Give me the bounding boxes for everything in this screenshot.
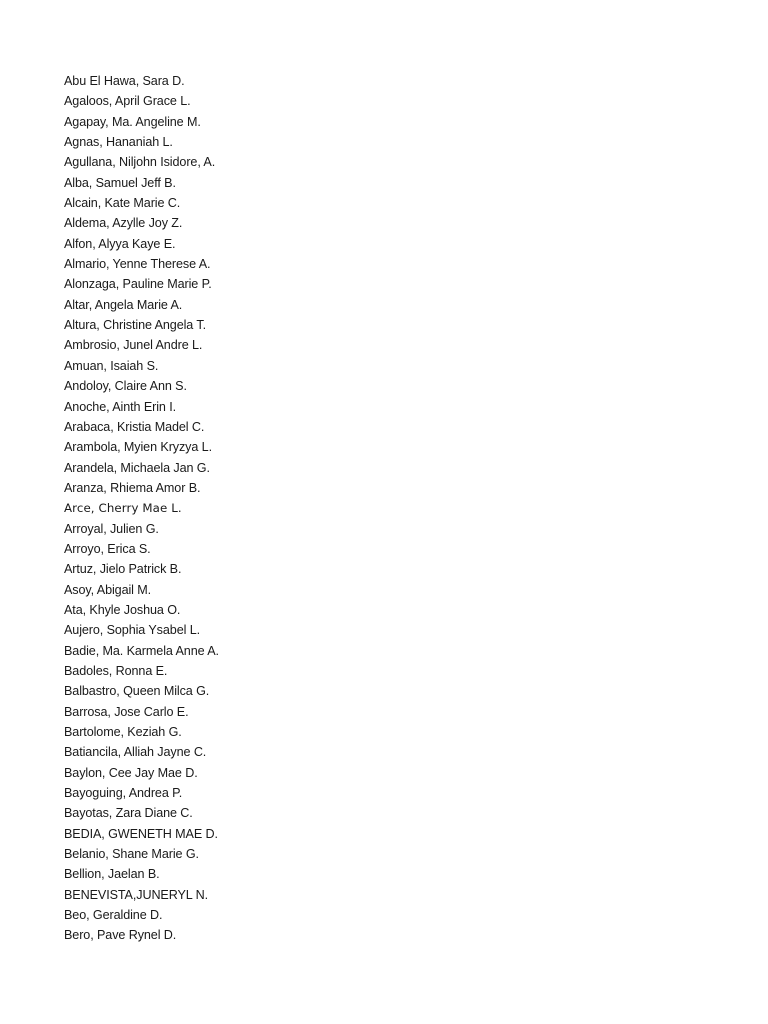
list-item: Altar, Angela Marie A. [64,297,183,312]
list-item: Baylon, Cee Jay Mae D. [64,765,198,780]
list-item: Asoy, Abigail M. [64,582,152,597]
list-item: Agaloos, April Grace L. [64,94,191,109]
list-item: Aranza, Rhiema Amor B. [64,480,201,495]
list-item: Bayotas, Zara Diane C. [64,806,193,821]
list-item: Beo, Geraldine D. [64,908,163,923]
list-item: Bellion, Jaelan B. [64,867,160,882]
list-item: Badie, Ma. Karmela Anne A. [64,643,219,658]
list-item: Arandela, Michaela Jan G. [64,460,210,475]
list-item: Ata, Khyle Joshua O. [64,602,181,617]
list-item: Belanio, Shane Marie G. [64,847,199,862]
list-item: Aujero, Sophia Ysabel L. [64,623,200,638]
list-item: Agapay, Ma. Angeline M. [64,114,201,129]
list-item: BENEVISTA,JUNERYL N. [64,887,209,902]
list-item: Arabaca, Kristia Madel C. [64,419,205,434]
list-item: Ambrosio, Junel Andre L. [64,338,203,353]
list-item: Almario, Yenne Therese A. [64,257,211,272]
list-item: Batiancila, Alliah Jayne C. [64,745,207,760]
list-item: Badoles, Ronna E. [64,663,168,678]
list-item: Arambola, Myien Kryzya L. [64,440,212,455]
list-item: Barrosa, Jose Carlo E. [64,704,189,719]
list-item: Bayoguing, Andrea P. [64,786,183,801]
list-item: Alonzaga, Pauline Marie P. [64,277,212,292]
list-item: Alcain, Kate Marie C. [64,196,181,211]
list-item: Balbastro, Queen Milca G. [64,684,210,699]
list-item: Arce, Cherry Mae L. [64,501,182,516]
list-item: Artuz, Jielo Patrick B. [64,562,182,577]
list-item: Alba, Samuel Jeff B. [64,175,176,190]
list-item: Andoloy, Claire Ann S. [64,379,187,394]
name-list [64,71,219,946]
list-item: Amuan, Isaiah S. [64,358,159,373]
list-item: Arroyo, Erica S. [64,541,151,556]
list-item: Altura, Christine Angela T. [64,318,206,333]
list-item: BEDIA, GWENETH MAE D. [64,826,218,841]
list-item: Alfon, Alyya Kaye E. [64,236,176,251]
list-item: Abu El Hawa, Sara D. [64,74,185,88]
list-item: Bartolome, Keziah G. [64,725,182,739]
list-item: Agullana, Niljohn Isidore, A. [64,155,216,170]
list-item: Aldema, Azylle Joy Z. [64,216,183,231]
list-item: Agnas, Hananiah L. [64,135,173,150]
list-item: Arroyal, Julien G. [64,521,159,536]
list-item: Anoche, Ainth Erin I. [64,399,177,414]
list-item: Bero, Pave Rynel D. [64,928,177,943]
